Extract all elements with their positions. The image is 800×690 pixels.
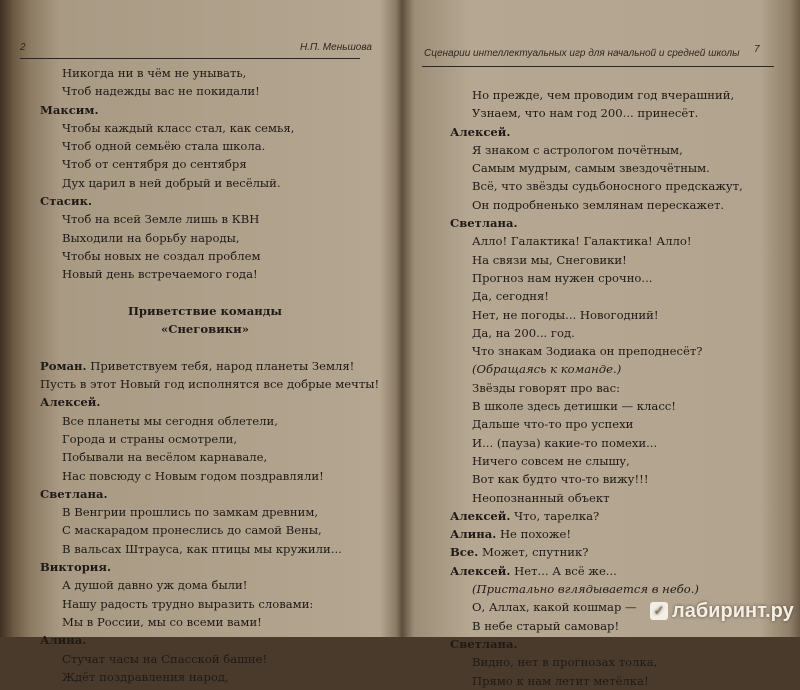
watermark-text: лабиринт.ру [672,600,794,622]
verse-line: Чтобы новых не создал проблем [62,248,261,263]
verse-line: Чтобы каждый класс стал, как семья, [62,120,295,135]
verse-line: Всё, что звёзды судьбоносного предскажут, [472,179,743,194]
verse-line: О, Аллах, какой кошмар — [472,600,637,615]
verse-line: Все планеты мы сегодня облетели, [62,413,278,428]
line-text: Что, тарелка? [510,508,600,523]
speaker-name: Все. [450,545,479,560]
dialogue-line [40,357,379,375]
speaker-name: Виктория. [40,560,111,575]
dialogue-line [450,507,743,525]
verse-line: Звёзды говорят про вас: [472,380,621,395]
stage-direction: (Пристально вглядывается в небо.) [472,582,699,597]
verse-line: В небе старый самовар! [472,618,620,633]
verse-line: С маскарадом пронеслись до самой Вены, [62,523,322,538]
verse-line: Самым мудрым, самым звездочётным. [472,161,710,176]
dialogue-line [450,525,743,543]
speaker-name: Алексей. [40,395,101,410]
line-text: Приветствуем тебя, народ планеты Земля! [86,358,355,373]
verse-line: Никогда ни в чём не унывать, [62,66,247,80]
section-heading: «Снеговики» [160,322,250,337]
prose-line: Пусть в этот Новый год исполнятся все добрые мечты! [40,377,380,392]
verse-line: Нас повсюду с Новым годом поздравляли! [62,468,324,483]
speaker-name: Светлана. [40,486,108,501]
verse-line: В вальсах Штрауса, как птицы мы кружили... [62,541,342,556]
spacer [40,284,379,302]
verse-line: Чтоб от сентября до сентября [62,157,247,172]
left-page [18,0,396,684]
verse-line: Узнаем, что нам год 200... принесёт. [472,106,699,121]
speaker-name: Стасик. [40,194,92,209]
verse-line: Я знаком с астрологом почётным, [472,142,683,157]
speaker-name: Алексей. [450,508,511,523]
speaker-name: Роман. [40,358,87,373]
verse-line: Вот как будто что-то вижу!!! [472,472,649,487]
author-header: Н.П. Меньшова [300,42,372,53]
speaker-name: Алексей. [450,124,511,139]
verse-line: Неопознанный объект [472,490,610,505]
verse-line: Он подробненько землянам перескажет. [472,197,725,212]
page-number-right: 7 [754,44,760,55]
verse-line: Да, сегодня! [472,289,549,304]
spacer [40,338,379,356]
speaker-name: Алина. [40,633,87,648]
running-title: Сценарии интеллектуальных игр для начальной и средней школы [424,48,740,59]
left-page-text [40,64,379,686]
verse-line: Города и страны осмотрели, [62,431,238,446]
stage-direction: (Обращаясь к команде.) [472,362,622,377]
verse-line: А душой давно уж дома были! [62,578,248,593]
speaker-name: Алина. [450,527,497,542]
speaker-name: Светлана. [450,636,518,651]
header-rule-left [20,58,360,59]
verse-line: Мы в России, мы со всеми вами! [62,614,262,629]
right-page [404,0,776,688]
line-text: Может, спутник? [478,545,589,560]
verse-line: Чтоб надежды вас не покидали! [62,84,260,99]
verse-line: В Венгрии прошлись по замкам древним, [62,505,319,520]
verse-line: Чтоб на всей Земле лишь в КВН [62,212,260,227]
page-number-left: 2 [20,42,26,53]
verse-line: Но прежде, чем проводим год вчерашний, [472,88,735,102]
verse-line: Ничего совсем не слышу, [472,453,630,468]
verse-line: Видно, нет в прогнозах толка, [472,655,658,670]
verse-line: И... (пауза) какие-то помехи... [472,435,658,450]
label-icon: ✓ [650,602,668,620]
verse-line: В школе здесь детишки — класс! [472,399,676,414]
verse-line: Стучат часы на Спасской башне! [62,651,268,666]
verse-line: Выходили на борьбу народы, [62,230,240,245]
speaker-name: Светлана. [450,216,518,231]
verse-line: Побывали на весёлом карнавале, [62,450,268,465]
section-heading: Приветствие команды [127,303,283,318]
header-rule-right [422,66,774,67]
verse-line: Дальше что-то про успехи [472,417,634,432]
dialogue-line [450,562,743,580]
verse-line: Да, на 200... год. [472,325,575,340]
verse-line: Ждёт поздравления народ, [62,669,229,684]
verse-line: Прогноз нам нужен срочно... [472,270,653,285]
verse-line: Алло! Галактика! Галактика! Алло! [472,234,692,249]
dialogue-line [450,543,743,561]
speaker-name: Максим. [40,102,99,117]
verse-line: На связи мы, Снеговики! [472,252,627,267]
verse-line: Прямо к нам летит метёлка! [472,673,649,688]
verse-line: Нет, не погоды... Новогодний! [472,307,659,322]
watermark [650,600,794,623]
verse-line: Новый день встречаемого года! [62,267,258,282]
verse-line: Что знакам Зодиака он преподнесёт? [472,344,703,359]
verse-line: Нашу радость трудно выразить словами: [62,596,314,611]
verse-line: Чтоб одной семьёю стала школа. [62,139,266,154]
line-text: Не похоже! [496,527,572,542]
line-text: Нет... А всё же... [510,563,617,578]
verse-line: Дух царил в ней добрый и весёлый. [62,175,281,190]
speaker-name: Алексей. [450,563,511,578]
